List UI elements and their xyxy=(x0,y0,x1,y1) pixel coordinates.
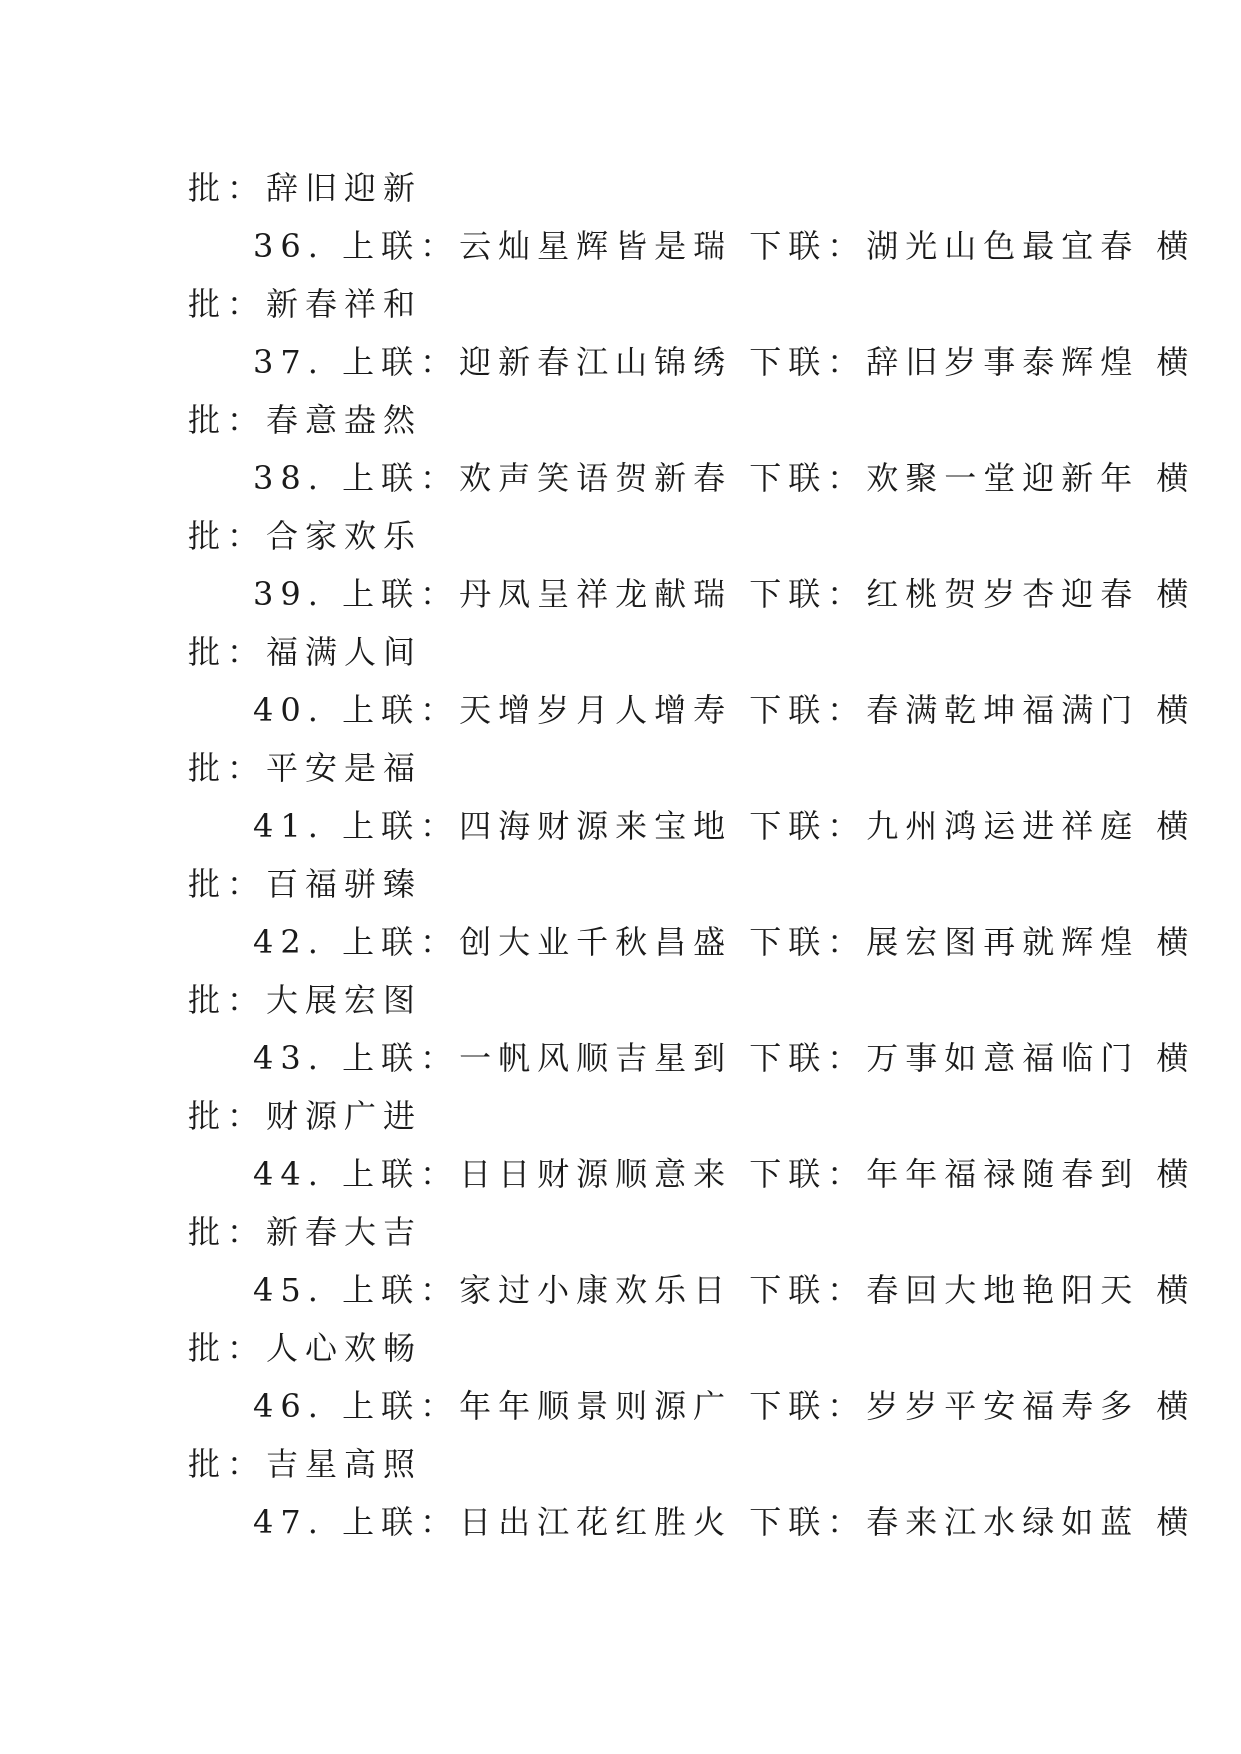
text-line: 44. 上联：日日财源顺意来 下联：年年福禄随春到 横 xyxy=(253,1155,1196,1193)
text-line: 37. 上联：迎新春江山锦绣 下联：辞旧岁事泰辉煌 横 xyxy=(253,343,1196,381)
text-line: 批：百福骈臻 xyxy=(188,865,423,903)
text-line: 批：财源广进 xyxy=(188,1097,423,1135)
text-line: 批：大展宏图 xyxy=(188,981,423,1019)
text-line: 批：新春大吉 xyxy=(188,1213,423,1251)
text-line: 批：平安是福 xyxy=(188,749,423,787)
text-line: 45. 上联：家过小康欢乐日 下联：春回大地艳阳天 横 xyxy=(253,1271,1196,1309)
text-line: 批：春意盎然 xyxy=(188,401,423,439)
text-line: 41. 上联：四海财源来宝地 下联：九州鸿运进祥庭 横 xyxy=(253,807,1196,845)
text-line: 42. 上联：创大业千秋昌盛 下联：展宏图再就辉煌 横 xyxy=(253,923,1196,961)
text-line: 47. 上联：日出江花红胜火 下联：春来江水绿如蓝 横 xyxy=(253,1503,1196,1541)
text-line: 批：吉星高照 xyxy=(188,1445,423,1483)
text-line: 43. 上联：一帆风顺吉星到 下联：万事如意福临门 横 xyxy=(253,1039,1196,1077)
text-line: 批：人心欢畅 xyxy=(188,1329,423,1367)
text-line: 46. 上联：年年顺景则源广 下联：岁岁平安福寿多 横 xyxy=(253,1387,1196,1425)
text-line: 40. 上联：天增岁月人增寿 下联：春满乾坤福满门 横 xyxy=(253,691,1196,729)
text-line: 批：福满人间 xyxy=(188,633,423,671)
couplet-list xyxy=(188,159,1196,1551)
text-line: 38. 上联：欢声笑语贺新春 下联：欢聚一堂迎新年 横 xyxy=(253,459,1196,497)
text-line: 36. 上联：云灿星辉皆是瑞 下联：湖光山色最宜春 横 xyxy=(253,227,1196,265)
text-line: 批：合家欢乐 xyxy=(188,517,423,555)
text-line: 39. 上联：丹凤呈祥龙献瑞 下联：红桃贺岁杏迎春 横 xyxy=(253,575,1196,613)
text-line: 批：辞旧迎新 xyxy=(188,169,423,207)
text-line: 批：新春祥和 xyxy=(188,285,423,323)
